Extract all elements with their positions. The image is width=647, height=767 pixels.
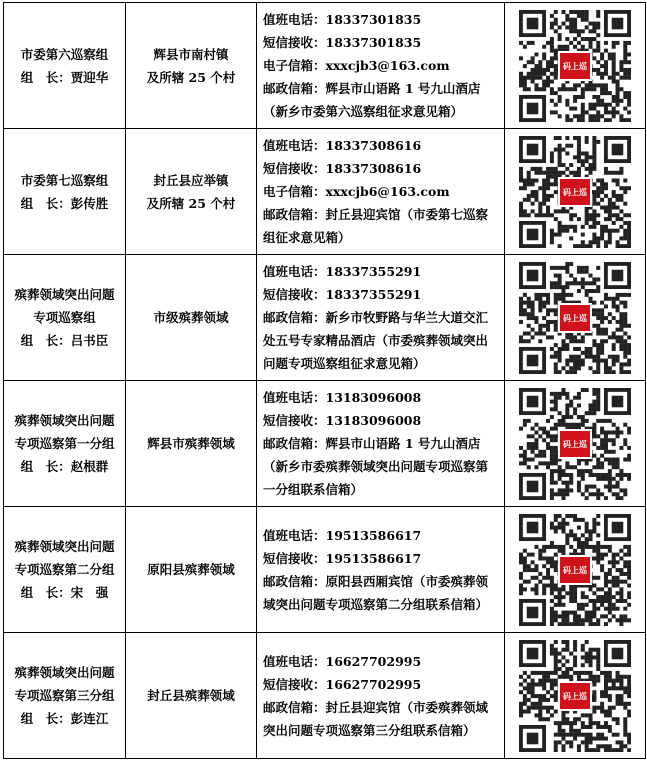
group-name-line: 组 长：彭连江 — [20, 711, 109, 726]
duty-phone: 值班电话：16627702995 — [263, 653, 422, 669]
scope-cell — [126, 3, 257, 129]
postal-mailbox: 邮政信箱：辉县市山语路 1 号九山酒店（新乡市委殡葬领域突出问题专项巡察第一分组联系信箱） — [263, 436, 489, 497]
postal-mailbox: 邮政信箱：封丘县迎宾馆（市委第七巡察组征求意见箱） — [263, 207, 489, 245]
qr-cell — [505, 255, 646, 381]
scope-cell — [126, 255, 257, 381]
contact-cell — [257, 633, 505, 759]
postal-mailbox: 邮政信箱：辉县市山语路 1 号九山酒店（新乡市委第六巡察组征求意见箱） — [263, 81, 481, 119]
group-name-line: 殡葬领域突出问题 — [14, 413, 115, 428]
sms-number: 短信接收：19513586617 — [263, 550, 422, 566]
qr-badge-label: 码上巡 — [563, 187, 587, 197]
qr-badge-label: 码上巡 — [563, 313, 587, 323]
sms-number: 短信接收：13183096008 — [263, 413, 422, 428]
contact-cell — [257, 3, 505, 129]
group-cell — [4, 129, 126, 255]
qr-finder-pattern — [519, 346, 546, 373]
group-name-line: 专项巡察第一分组 — [14, 436, 115, 451]
sms-number: 短信接收：18337301835 — [263, 35, 422, 50]
scope-cell — [126, 129, 257, 255]
contact-cell — [257, 381, 505, 507]
group-name-line: 市委第七巡察组 — [20, 172, 109, 188]
sms-number: 短信接收：16627702995 — [263, 676, 422, 692]
scope-cell — [126, 633, 257, 759]
scope-line: 辉县市南村镇 — [153, 46, 229, 62]
postal-mailbox: 邮政信箱：原阳县西厢宾馆（市委殡葬领域突出问题专项巡察第二分组联系信箱） — [263, 573, 489, 612]
group-name-line: 组 长：宋 强 — [20, 585, 109, 600]
scope-line: 原阳县殡葬领域 — [147, 562, 235, 577]
duty-phone: 值班电话：18337308616 — [263, 138, 422, 153]
qr-cell — [505, 507, 646, 633]
table-row — [4, 255, 646, 381]
qr-badge-label: 码上巡 — [563, 691, 587, 701]
group-cell — [4, 633, 126, 759]
contact-cell — [257, 507, 505, 633]
group-cell — [4, 381, 126, 507]
scope-line: 及所辖 25 个村 — [146, 69, 236, 85]
qr-finder-pattern — [519, 640, 546, 667]
group-name-line: 专项巡察第三分组 — [14, 688, 115, 703]
qr-finder-pattern — [604, 10, 631, 37]
qr-finder-pattern — [604, 640, 631, 667]
qr-cell — [505, 3, 646, 129]
contact-cell — [257, 129, 505, 255]
scope-line: 辉县市殡葬领域 — [147, 436, 235, 451]
qr-finder-pattern — [519, 220, 546, 247]
sms-number: 短信接收：18337355291 — [263, 287, 422, 302]
qr-cell — [505, 129, 646, 255]
group-name-line: 市委第六巡察组 — [20, 46, 109, 62]
qr-finder-pattern — [604, 136, 631, 163]
qr-finder-pattern — [519, 724, 546, 751]
scope-line: 及所辖 25 个村 — [146, 195, 236, 211]
qr-finder-pattern — [519, 136, 546, 163]
qr-code-image — [519, 640, 631, 752]
qr-finder-pattern — [604, 514, 631, 541]
qr-code-image — [519, 514, 631, 626]
email-address: 电子信箱：xxxcjb6@163.com — [263, 184, 450, 199]
table-row — [4, 633, 646, 759]
qr-code-image — [519, 136, 631, 248]
qr-finder-pattern — [519, 598, 546, 625]
table-row — [4, 129, 646, 255]
group-cell — [4, 3, 126, 129]
table-row — [4, 3, 646, 129]
scope-line: 封丘县殡葬领域 — [147, 688, 235, 703]
qr-cell — [505, 633, 646, 759]
group-name-line: 组 长：赵根群 — [20, 459, 109, 474]
qr-finder-pattern — [519, 262, 546, 289]
group-name-line: 殡葬领域突出问题 — [14, 539, 115, 554]
qr-finder-pattern — [519, 388, 546, 415]
qr-code-image — [519, 10, 631, 122]
qr-code-image — [519, 262, 631, 374]
qr-finder-pattern — [519, 94, 546, 121]
qr-finder-pattern — [519, 472, 546, 499]
duty-phone: 值班电话：18337355291 — [263, 264, 422, 279]
qr-finder-pattern — [519, 514, 546, 541]
group-name-line: 专项巡察第二分组 — [14, 562, 115, 577]
qr-cell — [505, 381, 646, 507]
sms-number: 短信接收：18337308616 — [263, 161, 422, 176]
group-name-line: 组 长：贾迎华 — [20, 69, 109, 85]
duty-phone: 值班电话：13183096008 — [263, 390, 422, 405]
qr-finder-pattern — [604, 262, 631, 289]
group-cell — [4, 255, 126, 381]
qr-finder-pattern — [519, 10, 546, 37]
group-name-line: 组 长：吕书臣 — [20, 333, 109, 348]
scope-line: 市级殡葬领域 — [153, 310, 229, 325]
qr-code-image — [519, 388, 631, 500]
group-cell — [4, 507, 126, 633]
group-name-line: 专项巡察组 — [33, 310, 96, 325]
qr-badge-label: 码上巡 — [563, 565, 587, 575]
table-row — [4, 381, 646, 507]
qr-badge-label: 码上巡 — [563, 61, 587, 71]
group-name-line: 殡葬领域突出问题 — [14, 665, 115, 680]
qr-finder-pattern — [604, 388, 631, 415]
group-name-line: 殡葬领域突出问题 — [14, 287, 115, 302]
scope-line: 封丘县应举镇 — [153, 172, 229, 188]
duty-phone: 值班电话：19513586617 — [263, 527, 422, 543]
duty-phone: 值班电话：18337301835 — [263, 12, 422, 27]
scope-cell — [126, 381, 257, 507]
scope-cell — [126, 507, 257, 633]
inspection-contact-table — [3, 2, 646, 759]
qr-badge-label: 码上巡 — [563, 439, 587, 449]
table-row — [4, 507, 646, 633]
contact-cell — [257, 255, 505, 381]
group-name-line: 组 长：彭传胜 — [20, 195, 109, 211]
postal-mailbox: 邮政信箱：新乡市牧野路与华兰大道交汇处五号专家精品酒店（市委殡葬领域突出问题专项巡察组征求意见箱） — [263, 310, 489, 371]
email-address: 电子信箱：xxxcjb3@163.com — [263, 58, 450, 73]
postal-mailbox: 邮政信箱：封丘县迎宾馆（市委殡葬领域突出问题专项巡察第三分组联系信箱） — [263, 699, 489, 738]
